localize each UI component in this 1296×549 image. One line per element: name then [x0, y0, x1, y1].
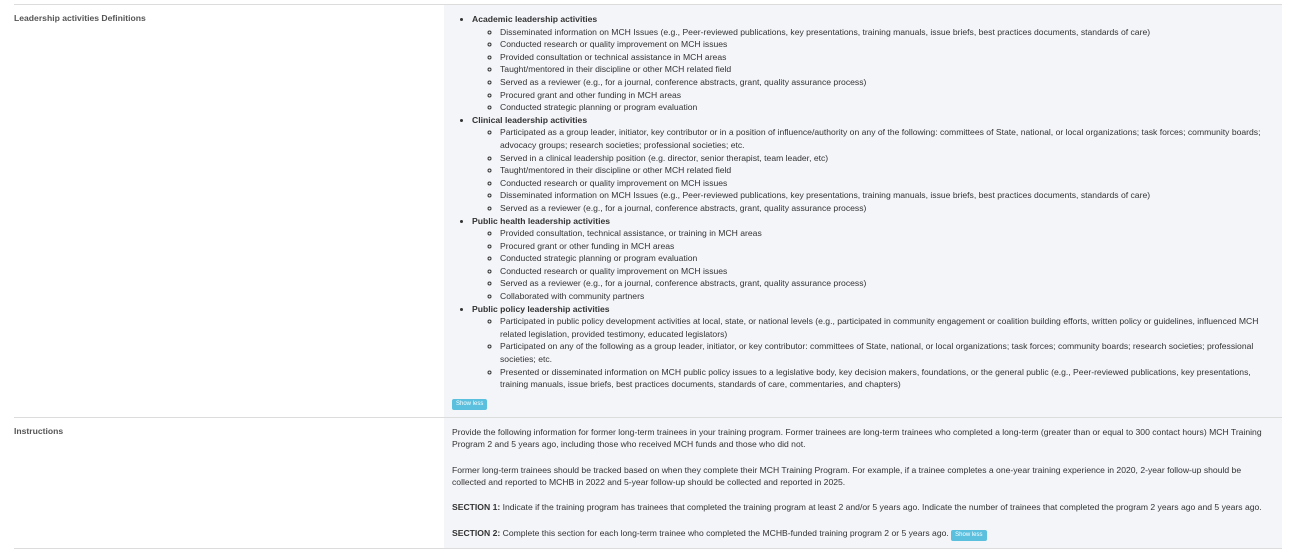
details-table — [14, 4, 1282, 549]
activity-item: ◦ Conducted strategic planning or program evaluation — [500, 252, 1276, 265]
section-1-instruction — [452, 501, 1276, 514]
activity-item: ◦ Disseminated information on MCH Issues (e.g., Peer-reviewed publications, key presentations, training manuals, issue briefs, best practices documents, standards of care) — [500, 26, 1276, 39]
activity-item: ◦ Participated on any of the following as a group leader, initiator, or key contributor: committees of State, national, or local organizations; task forces; community boards; research societies; professional societies; etc. — [500, 340, 1276, 365]
activity-item: ◦ Procured grant or other funding in MCH areas — [500, 240, 1276, 253]
categories-list — [444, 13, 1276, 391]
activity-item: ◦ Participated as a group leader, initiator, key contributor or in a position of influence/authority on any of the following: committees of State, national, or local organizations; task forces; community boards; advocacy groups; research societies; professional societies; etc. — [500, 126, 1276, 151]
section-1-text: Indicate if the training program has trainees that completed the training program at least 2 and/or 5 years ago. Indicate the number of trainees that completed the program 2 years ago and 5 years ago. — [500, 502, 1262, 513]
activity-item: ◦ Provided consultation or technical assistance in MCH areas — [500, 51, 1276, 64]
section-2-text: Complete this section for each long-term trainee who completed the MCHB-funded training program 2 or 5 years ago. — [500, 527, 949, 538]
activity-item: ◦ Procured grant and other funding in MCH areas — [500, 89, 1276, 102]
activity-list — [472, 26, 1276, 114]
category-item — [472, 13, 1276, 114]
definitions-value — [444, 5, 1282, 417]
instructions-value — [444, 418, 1282, 548]
section-2-instruction — [452, 527, 1276, 541]
activity-item: ◦ Collaborated with community partners — [500, 290, 1276, 303]
instructions-paragraph: Provide the following information for former long-term trainees in your training program. Former trainees are long-term trainees who completed a long-term (greater than or equal to 300 contact hours) MCH Training Program 2 and 5 years ago, including those who received MCH funds and those who did not. — [452, 426, 1262, 450]
show-less-button[interactable]: Show less — [452, 399, 487, 410]
category-title: Clinical leadership activities — [472, 114, 588, 125]
section-2-label: SECTION 2: — [452, 527, 501, 538]
activity-item: ◦ Conducted research or quality improvement on MCH issues — [500, 265, 1276, 278]
category-title: Academic leadership activities — [472, 14, 598, 24]
activity-item: ◦ Conducted research or quality improvement on MCH issues — [500, 38, 1276, 51]
section-1-label: SECTION 1: — [452, 502, 501, 513]
activity-item: ◦ Served as a reviewer (e.g., for a journal, conference abstracts, grant, quality assurance process) — [500, 76, 1276, 89]
category-item — [472, 215, 1276, 303]
definitions-label: Leadership activities Definitions — [14, 13, 146, 23]
activity-item: ◦ Provided consultation, technical assistance, or training in MCH areas — [500, 227, 1276, 240]
activity-item: ◦ Taught/mentored in their discipline or other MCH related field — [500, 164, 1276, 177]
activity-item: ◦ Served as a reviewer (e.g., for a journal, conference abstracts, grant, quality assurance process) — [500, 202, 1276, 215]
instructions-row — [14, 417, 1282, 549]
category-title: Public policy leadership activities — [472, 303, 610, 314]
activity-item: ◦ Disseminated information on MCH Issues (e.g., Peer-reviewed publications, key presentations, training manuals, issue briefs, best practices documents, standards of care) — [500, 189, 1276, 202]
activity-item: ◦ Served as a reviewer (e.g., for a journal, conference abstracts, grant, quality assurance process) — [500, 277, 1276, 290]
activity-item: ◦ Conducted research or quality improvement on MCH issues — [500, 177, 1276, 190]
activity-item: ◦ Participated in public policy development activities at local, state, or national levels (e.g., participated in community engagement or coalition building efforts, written policy or guidelines, influenced MCH related legislation, provided testimony, educated legislators) — [500, 315, 1276, 340]
category-item — [472, 114, 1276, 215]
activity-list — [472, 126, 1276, 214]
activity-item: ◦ Taught/mentored in their discipline or other MCH related field — [500, 63, 1276, 76]
instructions-label: Instructions — [14, 425, 64, 436]
definitions-row — [14, 4, 1282, 417]
instructions-paragraph: Former long-term trainees should be tracked based on when they complete their MCH Training Program. For example, if a trainee completes a one-year training experience in 2020, 2-year follow-up should be collected and reported to MCHB in 2022 and 5-year follow-up should be collected and reported in 2025. — [452, 464, 1242, 488]
category-item — [472, 303, 1276, 391]
activity-item: ◦ Conducted strategic planning or program evaluation — [500, 101, 1276, 114]
activity-list — [472, 227, 1276, 303]
show-less-button[interactable]: Show less — [951, 530, 986, 541]
activity-item: ◦ Served in a clinical leadership position (e.g. director, senior therapist, team leader, etc) — [500, 152, 1276, 165]
category-title: Public health leadership activities — [472, 215, 611, 226]
activity-list — [472, 315, 1276, 391]
activity-item: ◦ Presented or disseminated information on MCH public policy issues to a legislative body, key decision makers, foundations, or the general public (e.g., Peer-reviewed publications, key presentations, training manuals, issue briefs, best practices documents, standards of care, commentaries, and chapters) — [500, 366, 1276, 391]
